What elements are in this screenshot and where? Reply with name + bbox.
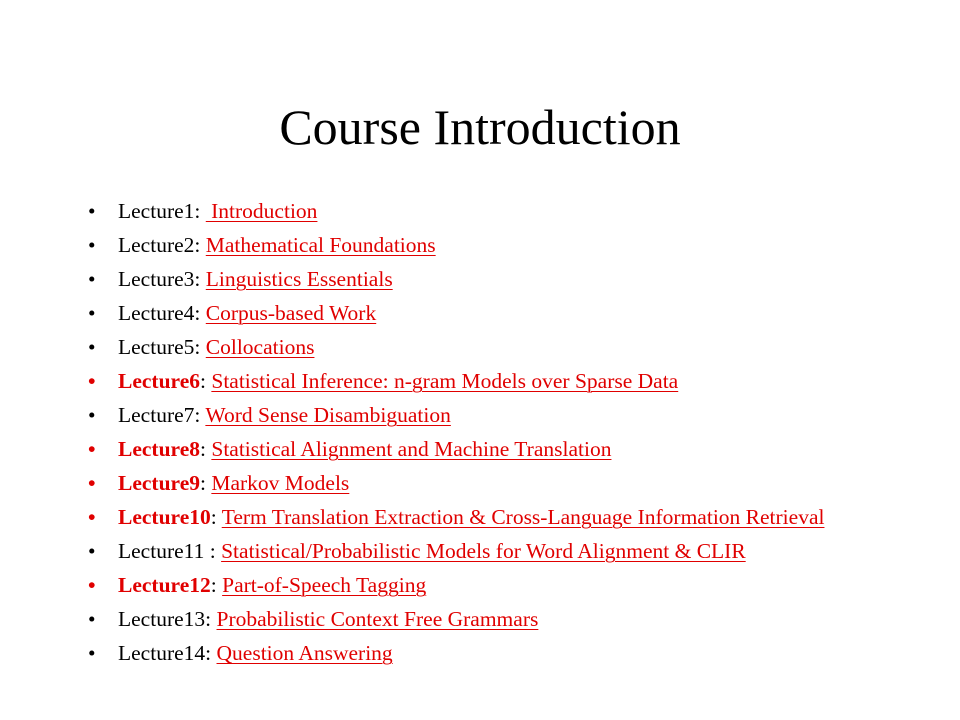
lecture-label: Lecture6: [118, 369, 200, 393]
lecture-list: [88, 198, 848, 674]
bullet-icon: •: [88, 437, 96, 461]
lecture-item: [88, 640, 848, 667]
lecture-link[interactable]: Statistical Inference: n-gram Models over Sparse Data: [211, 369, 679, 393]
lecture-label: Lecture1: [118, 199, 195, 223]
lecture-separator: :: [210, 573, 223, 597]
lecture-link[interactable]: Statistical/Probabilistic Models for Word Alignment & CLIR: [221, 539, 746, 563]
lecture-separator: :: [204, 539, 222, 563]
lecture-label: Lecture5: [118, 335, 195, 359]
lecture-label: Lecture10: [118, 505, 211, 529]
lecture-link[interactable]: Probabilistic Context Free Grammars: [216, 607, 539, 631]
lecture-label: Lecture9: [118, 471, 200, 495]
lecture-separator: :: [194, 199, 206, 223]
lecture-label: Lecture13: [118, 607, 206, 631]
lecture-label: Lecture14: [118, 641, 206, 665]
bullet-icon: •: [88, 369, 96, 393]
lecture-separator: :: [194, 301, 206, 325]
lecture-item: [88, 334, 848, 361]
bullet-icon: •: [88, 301, 96, 325]
lecture-link[interactable]: Word Sense Disambiguation: [205, 403, 451, 427]
bullet-icon: •: [88, 539, 96, 563]
lecture-separator: :: [194, 233, 206, 257]
lecture-link[interactable]: Question Answering: [216, 641, 393, 665]
lecture-item: [88, 504, 848, 531]
lecture-item: [88, 606, 848, 633]
slide-title: Course Introduction: [279, 99, 681, 155]
lecture-item: [88, 198, 848, 225]
lecture-label: Lecture4: [118, 301, 195, 325]
lecture-item: [88, 368, 848, 395]
lecture-separator: :: [210, 505, 222, 529]
lecture-item: [88, 300, 848, 327]
lecture-link[interactable]: Introduction: [205, 199, 318, 223]
lecture-separator: :: [194, 335, 206, 359]
lecture-label: Lecture12: [118, 573, 211, 597]
lecture-item: [88, 538, 848, 565]
lecture-item: [88, 470, 848, 497]
lecture-separator: :: [194, 267, 206, 291]
lecture-item: [88, 266, 848, 293]
bullet-icon: •: [88, 573, 96, 597]
lecture-separator: :: [200, 369, 212, 393]
lecture-label: Lecture2: [118, 233, 195, 257]
lecture-link[interactable]: Collocations: [205, 335, 315, 359]
lecture-link[interactable]: Markov Models: [211, 471, 350, 495]
lecture-item: [88, 402, 848, 429]
lecture-item: [88, 436, 848, 463]
lecture-separator: :: [200, 471, 212, 495]
lecture-link[interactable]: Corpus-based Work: [205, 301, 377, 325]
lecture-link[interactable]: Statistical Alignment and Machine Translation: [211, 437, 612, 461]
lecture-item: [88, 232, 848, 259]
lecture-item: [88, 572, 848, 599]
lecture-label: Lecture3: [118, 267, 195, 291]
bullet-icon: •: [88, 607, 96, 631]
lecture-label: Lecture8: [118, 437, 200, 461]
bullet-icon: •: [88, 233, 96, 257]
bullet-icon: •: [88, 335, 96, 359]
lecture-link[interactable]: Term Translation Extraction & Cross-Language Information Retrieval: [221, 505, 825, 529]
lecture-separator: :: [205, 607, 217, 631]
bullet-icon: •: [88, 641, 96, 665]
bullet-icon: •: [88, 471, 96, 495]
lecture-separator: :: [205, 641, 217, 665]
lecture-link[interactable]: Mathematical Foundations: [205, 233, 436, 257]
lecture-link[interactable]: Part-of-Speech Tagging: [222, 573, 427, 597]
lecture-link[interactable]: Linguistics Essentials: [205, 267, 393, 291]
lecture-separator: :: [200, 437, 212, 461]
lecture-separator: :: [194, 403, 206, 427]
lecture-label: Lecture7: [118, 403, 195, 427]
bullet-icon: •: [88, 505, 96, 529]
bullet-icon: •: [88, 267, 96, 291]
lecture-label: Lecture11: [118, 539, 205, 563]
bullet-icon: •: [88, 403, 96, 427]
bullet-icon: •: [88, 199, 96, 223]
